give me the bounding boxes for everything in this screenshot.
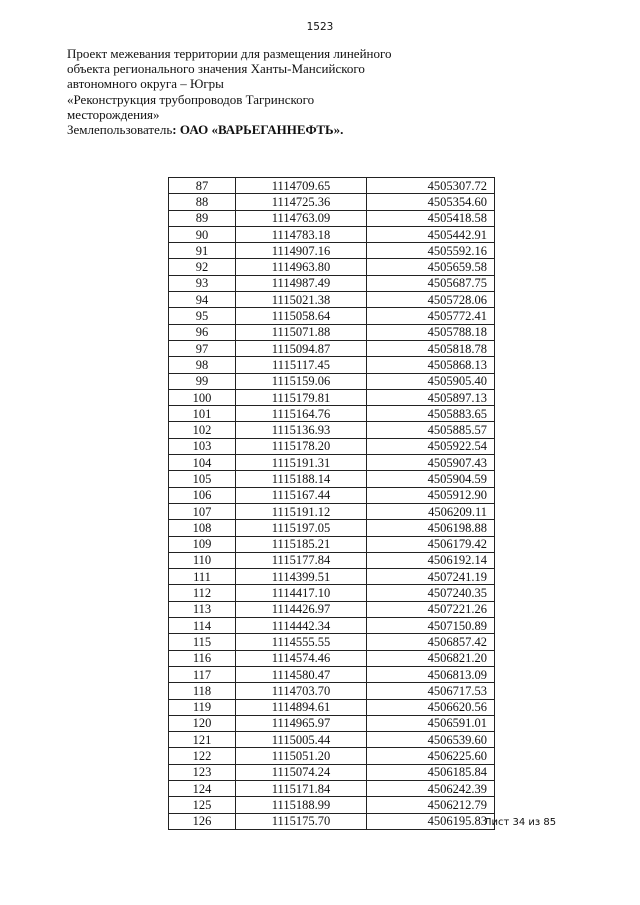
- y-coordinate-cell: 4506717.53: [367, 683, 495, 699]
- point-number-cell: 102: [169, 422, 236, 438]
- x-coordinate-cell: 1115185.21: [236, 536, 367, 552]
- point-number-cell: 104: [169, 455, 236, 471]
- y-coordinate-cell: 4505912.90: [367, 487, 495, 503]
- y-coordinate-cell: 4505885.57: [367, 422, 495, 438]
- point-number-cell: 108: [169, 520, 236, 536]
- table-row: [169, 471, 495, 487]
- x-coordinate-cell: 1115117.45: [236, 357, 367, 373]
- x-coordinate-cell: 1115188.14: [236, 471, 367, 487]
- point-number-cell: 106: [169, 487, 236, 503]
- table-row: [169, 552, 495, 568]
- table-row: [169, 699, 495, 715]
- point-number-cell: 120: [169, 715, 236, 731]
- table-row: [169, 455, 495, 471]
- table-row: [169, 503, 495, 519]
- document-header: [67, 46, 447, 137]
- x-coordinate-cell: 1114763.09: [236, 210, 367, 226]
- x-coordinate-cell: 1114963.80: [236, 259, 367, 275]
- x-coordinate-cell: 1114703.70: [236, 683, 367, 699]
- table-row: [169, 308, 495, 324]
- table-row: [169, 666, 495, 682]
- header-line: автономного округа – Югры: [67, 76, 224, 92]
- x-coordinate-cell: 1114725.36: [236, 194, 367, 210]
- header-line: Проект межевания территории для размещения линейного: [67, 46, 392, 61]
- table-row: [169, 357, 495, 373]
- x-coordinate-cell: 1114417.10: [236, 585, 367, 601]
- point-number-cell: 97: [169, 340, 236, 356]
- page-number: 1523: [306, 21, 334, 33]
- x-coordinate-cell: 1115191.12: [236, 503, 367, 519]
- y-coordinate-cell: 4506179.42: [367, 536, 495, 552]
- x-coordinate-cell: 1115051.20: [236, 748, 367, 764]
- coordinates-table-body: [169, 178, 495, 830]
- point-number-cell: 99: [169, 373, 236, 389]
- y-coordinate-cell: 4506591.01: [367, 715, 495, 731]
- y-coordinate-cell: 4505904.59: [367, 471, 495, 487]
- point-number-cell: 109: [169, 536, 236, 552]
- table-row: [169, 178, 495, 194]
- y-coordinate-cell: 4505728.06: [367, 292, 495, 308]
- x-coordinate-cell: 1115171.84: [236, 780, 367, 796]
- point-number-cell: 114: [169, 618, 236, 634]
- x-coordinate-cell: 1115159.06: [236, 373, 367, 389]
- x-coordinate-cell: 1115136.93: [236, 422, 367, 438]
- point-number-cell: 122: [169, 748, 236, 764]
- y-coordinate-cell: 4506539.60: [367, 732, 495, 748]
- landuser-value: : ОАО «ВАРЬЕГАННЕФТЬ».: [172, 122, 344, 138]
- landuser-line: [67, 122, 447, 137]
- table-row: [169, 618, 495, 634]
- point-number-cell: 100: [169, 389, 236, 405]
- x-coordinate-cell: 1114987.49: [236, 275, 367, 291]
- x-coordinate-cell: 1115167.44: [236, 487, 367, 503]
- point-number-cell: 91: [169, 243, 236, 259]
- point-number-cell: 96: [169, 324, 236, 340]
- point-number-cell: 93: [169, 275, 236, 291]
- table-row: [169, 536, 495, 552]
- table-row: [169, 683, 495, 699]
- table-row: [169, 324, 495, 340]
- y-coordinate-cell: 4505659.58: [367, 259, 495, 275]
- table-row: [169, 634, 495, 650]
- point-number-cell: 126: [169, 813, 236, 829]
- table-row: [169, 340, 495, 356]
- x-coordinate-cell: 1115005.44: [236, 732, 367, 748]
- x-coordinate-cell: 1114442.34: [236, 618, 367, 634]
- point-number-cell: 112: [169, 585, 236, 601]
- y-coordinate-cell: 4506620.56: [367, 699, 495, 715]
- table-row: [169, 438, 495, 454]
- table-row: [169, 406, 495, 422]
- y-coordinate-cell: 4505354.60: [367, 194, 495, 210]
- x-coordinate-cell: 1114709.65: [236, 178, 367, 194]
- point-number-cell: 117: [169, 666, 236, 682]
- point-number-cell: 116: [169, 650, 236, 666]
- point-number-cell: 125: [169, 797, 236, 813]
- table-row: [169, 764, 495, 780]
- table-row: [169, 520, 495, 536]
- table-row: [169, 389, 495, 405]
- table-row: [169, 259, 495, 275]
- point-number-cell: 105: [169, 471, 236, 487]
- point-number-cell: 123: [169, 764, 236, 780]
- header-line: «Реконструкция трубопроводов Тагринского: [67, 91, 315, 107]
- table-row: [169, 243, 495, 259]
- table-row: [169, 373, 495, 389]
- x-coordinate-cell: 1115197.05: [236, 520, 367, 536]
- coordinates-table: [168, 177, 495, 830]
- x-coordinate-cell: 1114399.51: [236, 569, 367, 585]
- table-row: [169, 210, 495, 226]
- y-coordinate-cell: 4506185.84: [367, 764, 495, 780]
- table-row: [169, 813, 495, 829]
- point-number-cell: 101: [169, 406, 236, 422]
- y-coordinate-cell: 4506857.42: [367, 634, 495, 650]
- x-coordinate-cell: 1114907.16: [236, 243, 367, 259]
- point-number-cell: 110: [169, 552, 236, 568]
- x-coordinate-cell: 1115188.99: [236, 797, 367, 813]
- point-number-cell: 103: [169, 438, 236, 454]
- point-number-cell: 94: [169, 292, 236, 308]
- y-coordinate-cell: 4505307.72: [367, 178, 495, 194]
- x-coordinate-cell: 1115164.76: [236, 406, 367, 422]
- table-row: [169, 422, 495, 438]
- y-coordinate-cell: 4505442.91: [367, 226, 495, 242]
- y-coordinate-cell: 4505922.54: [367, 438, 495, 454]
- x-coordinate-cell: 1115071.88: [236, 324, 367, 340]
- y-coordinate-cell: 4505687.75: [367, 275, 495, 291]
- point-number-cell: 111: [169, 569, 236, 585]
- y-coordinate-cell: 4505883.65: [367, 406, 495, 422]
- point-number-cell: 115: [169, 634, 236, 650]
- y-coordinate-cell: 4506209.11: [367, 503, 495, 519]
- point-number-cell: 87: [169, 178, 236, 194]
- table-row: [169, 487, 495, 503]
- y-coordinate-cell: 4505788.18: [367, 324, 495, 340]
- y-coordinate-cell: 4506212.79: [367, 797, 495, 813]
- y-coordinate-cell: 4506198.88: [367, 520, 495, 536]
- y-coordinate-cell: 4505907.43: [367, 455, 495, 471]
- y-coordinate-cell: 4505418.58: [367, 210, 495, 226]
- point-number-cell: 89: [169, 210, 236, 226]
- point-number-cell: 98: [169, 357, 236, 373]
- x-coordinate-cell: 1115074.24: [236, 764, 367, 780]
- x-coordinate-cell: 1114580.47: [236, 666, 367, 682]
- point-number-cell: 92: [169, 259, 236, 275]
- y-coordinate-cell: 4506195.83: [367, 813, 495, 829]
- x-coordinate-cell: 1115179.81: [236, 389, 367, 405]
- y-coordinate-cell: 4506225.60: [367, 748, 495, 764]
- table-row: [169, 601, 495, 617]
- y-coordinate-cell: 4505897.13: [367, 389, 495, 405]
- y-coordinate-cell: 4507221.26: [367, 601, 495, 617]
- x-coordinate-cell: 1114555.55: [236, 634, 367, 650]
- table-row: [169, 585, 495, 601]
- y-coordinate-cell: 4507240.35: [367, 585, 495, 601]
- point-number-cell: 88: [169, 194, 236, 210]
- x-coordinate-cell: 1114965.97: [236, 715, 367, 731]
- point-number-cell: 113: [169, 601, 236, 617]
- y-coordinate-cell: 4505592.16: [367, 243, 495, 259]
- header-line: объекта регионального значения Ханты-Мансийского: [67, 61, 365, 77]
- landuser-label: Землепользователь: [67, 122, 173, 138]
- table-row: [169, 797, 495, 813]
- table-row: [169, 780, 495, 796]
- y-coordinate-cell: 4505818.78: [367, 340, 495, 356]
- x-coordinate-cell: 1115058.64: [236, 308, 367, 324]
- x-coordinate-cell: 1114426.97: [236, 601, 367, 617]
- x-coordinate-cell: 1115177.84: [236, 552, 367, 568]
- header-line: месторождения»: [67, 106, 160, 122]
- sheet-number: Лист 34 из 85: [484, 817, 557, 828]
- y-coordinate-cell: 4506192.14: [367, 552, 495, 568]
- y-coordinate-cell: 4506242.39: [367, 780, 495, 796]
- table-row: [169, 569, 495, 585]
- x-coordinate-cell: 1114783.18: [236, 226, 367, 242]
- x-coordinate-cell: 1115021.38: [236, 292, 367, 308]
- point-number-cell: 124: [169, 780, 236, 796]
- table-row: [169, 748, 495, 764]
- y-coordinate-cell: 4506813.09: [367, 666, 495, 682]
- x-coordinate-cell: 1115191.31: [236, 455, 367, 471]
- y-coordinate-cell: 4506821.20: [367, 650, 495, 666]
- table-row: [169, 226, 495, 242]
- y-coordinate-cell: 4507150.89: [367, 618, 495, 634]
- table-row: [169, 194, 495, 210]
- point-number-cell: 95: [169, 308, 236, 324]
- x-coordinate-cell: 1115175.70: [236, 813, 367, 829]
- point-number-cell: 118: [169, 683, 236, 699]
- y-coordinate-cell: 4505772.41: [367, 308, 495, 324]
- table-row: [169, 715, 495, 731]
- table-row: [169, 292, 495, 308]
- x-coordinate-cell: 1114894.61: [236, 699, 367, 715]
- table-row: [169, 732, 495, 748]
- x-coordinate-cell: 1115094.87: [236, 340, 367, 356]
- point-number-cell: 121: [169, 732, 236, 748]
- table-row: [169, 275, 495, 291]
- table-row: [169, 650, 495, 666]
- x-coordinate-cell: 1115178.20: [236, 438, 367, 454]
- point-number-cell: 119: [169, 699, 236, 715]
- point-number-cell: 107: [169, 503, 236, 519]
- y-coordinate-cell: 4505868.13: [367, 357, 495, 373]
- y-coordinate-cell: 4505905.40: [367, 373, 495, 389]
- y-coordinate-cell: 4507241.19: [367, 569, 495, 585]
- x-coordinate-cell: 1114574.46: [236, 650, 367, 666]
- point-number-cell: 90: [169, 226, 236, 242]
